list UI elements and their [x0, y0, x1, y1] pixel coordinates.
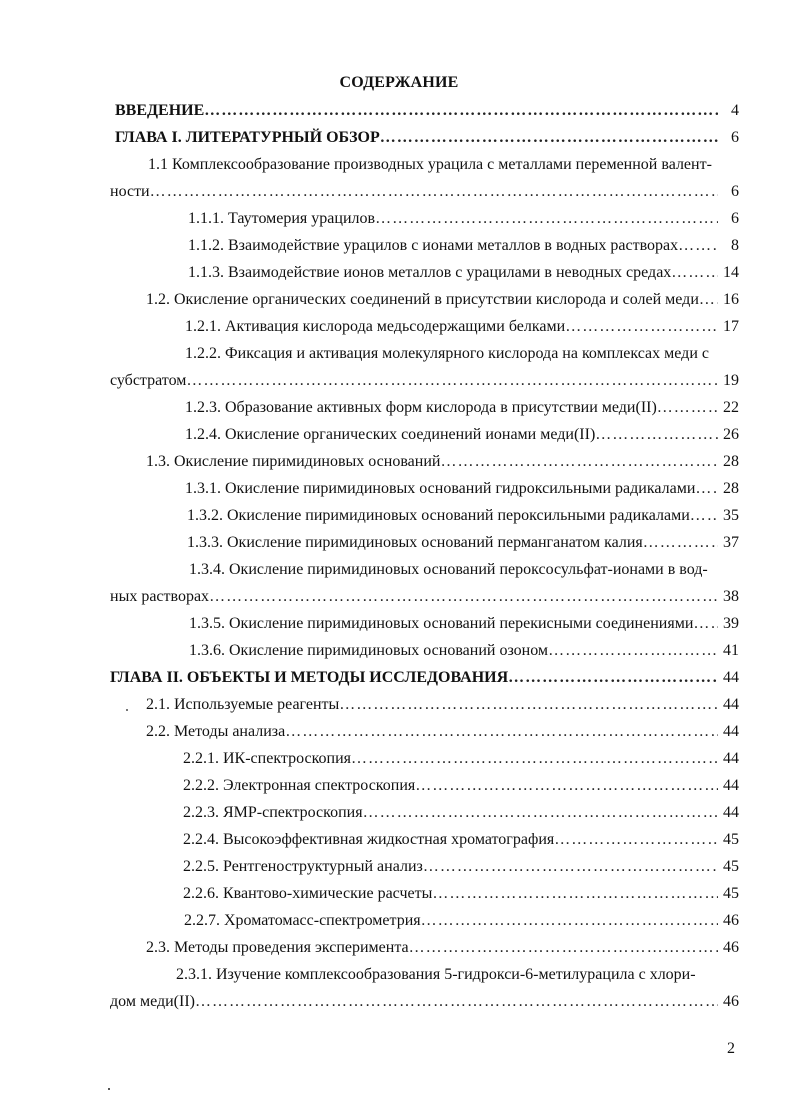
toc-entry-page: 38	[723, 588, 739, 605]
toc-entry[interactable]	[0, 533, 798, 560]
toc-entry-page: 37	[723, 534, 739, 551]
toc-entry-continuation[interactable]	[0, 371, 798, 398]
toc-entry-page: 41	[723, 642, 739, 659]
toc-entry-text: ных растворах	[110, 588, 210, 605]
toc-entry-continuation[interactable]	[0, 587, 798, 614]
leader-dots	[363, 803, 718, 823]
toc-entry-page: 19	[723, 372, 739, 389]
toc-entry-page: 44	[723, 723, 739, 740]
toc-entry-text: 2.2.6. Квантово-химические расчеты	[183, 885, 433, 902]
toc-entry[interactable]	[0, 398, 798, 425]
toc-entry[interactable]	[0, 452, 798, 479]
toc-entry-text: 1.2.2. Фиксация и активация молекулярного кислорода на комплексах меди с	[185, 345, 709, 362]
leader-dots	[548, 641, 718, 661]
toc-entry[interactable]	[0, 101, 798, 128]
toc-entry[interactable]	[0, 344, 798, 371]
toc-entry[interactable]	[0, 803, 798, 830]
toc-entry[interactable]	[0, 236, 798, 263]
toc-entry-page: 22	[723, 399, 739, 416]
leader-dots	[565, 317, 718, 337]
toc-entry[interactable]	[0, 506, 798, 533]
toc-entry-page: 28	[723, 453, 739, 470]
leader-dots	[375, 209, 718, 229]
toc-entry-text: ГЛАВА I. ЛИТЕРАТУРНЫЙ ОБЗОР	[115, 129, 380, 146]
toc-entry[interactable]	[0, 776, 798, 803]
scan-speck	[126, 709, 128, 711]
leader-dots	[440, 452, 718, 472]
toc-entry-text: 1.2.1. Активация кислорода медьсодержащими белками	[185, 318, 566, 335]
toc-entry-page: 14	[723, 264, 739, 281]
toc-entry-text: 1.1.2. Взаимодействие урацилов с ионами металлов в водных растворах	[188, 237, 679, 254]
toc-entry-text: 1.2.3. Образование активных форм кислорода в присутствии меди(II)	[185, 399, 657, 416]
toc-entry-text: 2.2.7. Хроматомасс-спектрометрия	[184, 912, 421, 929]
toc-entry-page: 46	[723, 993, 739, 1010]
toc-entry-page: 44	[723, 804, 739, 821]
leader-dots	[150, 182, 718, 202]
toc-entry[interactable]	[0, 668, 798, 695]
toc-entry[interactable]	[0, 830, 798, 857]
toc-entry-page: 16	[723, 291, 739, 308]
toc-entry-text: дом меди(II)	[110, 993, 195, 1010]
toc-entry-page: 6	[731, 210, 739, 227]
toc-entry-text: 1.1.3. Взаимодействие ионов металлов с урацилами в неводных средах	[188, 264, 672, 281]
toc-entry[interactable]	[0, 317, 798, 344]
toc-entry-text: 1.3.4. Окисление пиримидиновых оснований пероксосульфат-ионами в вод-	[189, 561, 708, 578]
leader-dots	[339, 695, 718, 715]
page-title: СОДЕРЖАНИЕ	[339, 74, 459, 91]
toc-entry[interactable]	[0, 263, 798, 290]
toc-entry-text: ности	[110, 183, 150, 200]
leader-dots	[421, 911, 718, 931]
toc-entry-text: 2.2.1. ИК-спектроскопия	[183, 750, 352, 767]
toc-entry-continuation[interactable]	[0, 992, 798, 1019]
toc-entry[interactable]	[0, 425, 798, 452]
toc-entry-text: 1.1.1. Таутомерия урацилов	[188, 210, 376, 227]
toc-entry-page: 44	[723, 696, 739, 713]
toc-entry-page: 44	[723, 750, 739, 767]
toc-entry-text: 1.2.4. Окисление органических соединений ионами меди(II)	[185, 426, 596, 443]
toc-entry-text: 2.1. Используемые реагенты	[146, 696, 340, 713]
toc-entry-page: 35	[723, 507, 739, 524]
toc-entry[interactable]	[0, 857, 798, 884]
toc-entry-text: 2.2.4. Высокоэффективная жидкостная хроматография	[183, 831, 555, 848]
leader-dots	[595, 425, 718, 445]
page-number: 2	[727, 1040, 735, 1057]
leader-dots	[554, 830, 718, 850]
toc-entry-text: 1.2. Окисление органических соединений в присутствии кислорода и солей меди	[146, 291, 699, 308]
toc-entry-page: 8	[731, 237, 739, 254]
toc-entry-text: 1.3.1. Окисление пиримидиновых оснований гидроксильными радикалами	[185, 480, 696, 497]
toc-entry-text: 1.3. Окисление пиримидиновых оснований	[146, 453, 441, 470]
leader-dots	[186, 371, 718, 391]
toc-entry-page: 45	[723, 885, 739, 902]
toc-entry-text: субстратом	[110, 372, 187, 389]
leader-dots	[432, 884, 718, 904]
leader-dots	[380, 128, 718, 148]
toc-entry[interactable]	[0, 614, 798, 641]
toc-entry[interactable]	[0, 290, 798, 317]
toc-entry-page: 44	[723, 777, 739, 794]
leader-dots	[209, 587, 718, 607]
leader-dots	[351, 749, 718, 769]
toc-entry[interactable]	[0, 209, 798, 236]
toc-entry-page: 45	[723, 831, 739, 848]
toc-entry[interactable]	[0, 938, 798, 965]
toc-entry-text: ГЛАВА II. ОБЪЕКТЫ И МЕТОДЫ ИССЛЕДОВАНИЯ	[110, 669, 509, 686]
toc-entry-text: 1.3.2. Окисление пиримидиновых оснований пероксильными радикалами	[187, 507, 690, 524]
toc-entry-text: 2.2.5. Рентгеноструктурный анализ	[183, 858, 423, 875]
toc-entry-text: 2.2.2. Электронная спектроскопия	[183, 777, 416, 794]
toc-entry-text: 1.3.3. Окисление пиримидиновых оснований перманганатом калия	[187, 534, 643, 551]
toc-entry[interactable]	[0, 884, 798, 911]
leader-dots	[415, 776, 718, 796]
toc-entry[interactable]	[0, 749, 798, 776]
leader-dots	[285, 722, 718, 742]
toc-entry-page: 26	[723, 426, 739, 443]
toc-entry-continuation[interactable]	[0, 182, 798, 209]
toc-entry-text: 2.2.3. ЯМР-спектроскопия	[183, 804, 363, 821]
leader-dots	[508, 668, 718, 688]
toc-entry-page: 6	[731, 129, 739, 146]
toc-entry[interactable]	[0, 128, 798, 155]
toc-entry-page: 4	[731, 102, 739, 119]
leader-dots	[409, 938, 718, 958]
toc-entry-page: 6	[731, 183, 739, 200]
toc-entry[interactable]	[0, 695, 798, 722]
toc-entry-page: 28	[723, 480, 739, 497]
toc-entry[interactable]	[0, 560, 798, 587]
leader-dots	[643, 533, 718, 553]
leader-dots	[195, 992, 718, 1012]
toc-entry-text: 2.2. Методы анализа	[146, 723, 286, 740]
toc-entry-text: 2.3. Методы проведения эксперимента	[146, 939, 409, 956]
leader-dots	[423, 857, 718, 877]
toc-entry-page: 39	[723, 615, 739, 632]
toc-entry-page: 46	[723, 912, 739, 929]
toc-entry[interactable]	[0, 965, 798, 992]
toc-entry[interactable]	[0, 722, 798, 749]
toc-entry-text: ВВЕДЕНИЕ	[115, 102, 205, 119]
leader-dots	[204, 101, 718, 121]
toc-entry-page: 17	[723, 318, 739, 335]
toc-entry[interactable]	[0, 155, 798, 182]
toc-entry-page: 46	[723, 939, 739, 956]
toc-entry[interactable]	[0, 479, 798, 506]
toc-entry-text: 1.1 Комплексообразование производных урацила с металлами переменной валент-	[148, 156, 712, 173]
toc-entry[interactable]	[0, 641, 798, 668]
toc-entry-text: 1.3.5. Окисление пиримидиновых оснований перекисными соединениями	[189, 615, 694, 632]
toc-entry[interactable]	[0, 911, 798, 938]
scan-speck	[108, 1088, 110, 1090]
toc-entry-text: 2.3.1. Изучение комплексообразования 5-гидрокси-6-метилурацила с хлори-	[176, 966, 696, 983]
toc-entry-page: 44	[723, 669, 739, 686]
toc-entry-page: 45	[723, 858, 739, 875]
toc-entry-text: 1.3.6. Окисление пиримидиновых оснований озоном	[189, 642, 549, 659]
